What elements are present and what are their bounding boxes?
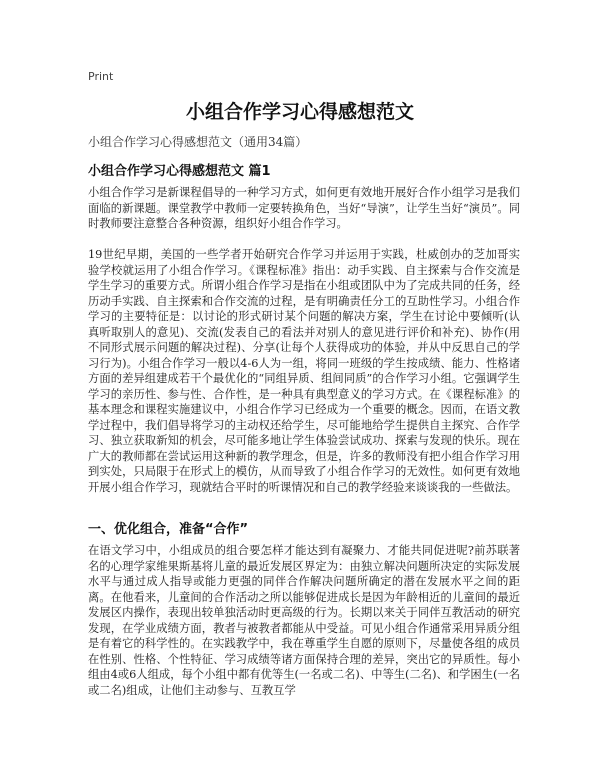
paragraph-section2: 在语文学习中，小组成员的组合要怎样才能达到有凝聚力、才能共同促进呢?前苏联著名的心理学家维果斯基将儿童的最近发展区界定为：由独立解决问题所决定的实际发展水平与通过成人指导或能力更强的同伴合作解决问题所确定的潜在发展水平之间的距离。在他看来，儿童间的合作活动之所以能够促进成长是因为年龄相近的儿童间的最近发展区内操作，表现出较单独活动时更高级的行为。长期以来关于同伴互教活动的研究发现，在学业成绩方面，教者与被教者都能从中受益。可见小组合作通常采用异质分组是有着它的科学性的。在实践教学中，我在尊重学生自愿的原则下，尽量使各组的成员在性别、性格、个性特征、学习成绩等诸方面保持合理的差异，突出它的异质性。每小组由4或6人组成，每个小组中都有优等生(一名或二名)、中等生(二名)、和学困生(一名或二名)组成，让他们主动参与、互教互学 [88,544,520,697]
page-title: 小组合作学习心得感想范文 [185,101,414,123]
paragraph-intro: 小组合作学习是新课程倡导的一种学习方式，如何更有效地开展好合作小组学习是我们面临的新课题。课堂教学中教师一定要转换角色，当好“导演”，让学生当好“演员”。同时教师要注意整合各种资源，组织好小组合作学习。 [88,186,520,230]
section-heading-2: 一、优化组合，准备“合作” [88,522,249,537]
paragraph-body: 19世纪早期，美国的一些学者开始研究合作学习并运用于实践，杜威创办的芝加哥实验学校就运用了小组合作学习。《课程标准》指出：动手实践、自主探索与合作交流是学生学习的重要方式。所谓小组合作学习是指在小组或团队中为了完成共同的任务，经历动手实践、自主探索和合作交流的过程，是有明确责任分工的互助性学习。小组合作学习的主要特征是：以讨论的形式研讨某个问题的解决方案，学生在讨论中要倾听(认真听取别人的意见)、交流(发表自己的看法并对别人的意见进行评价和补充)、协作(用不同形式展示问题的解决过程)、分享(让每个人获得成功的体验，并从中反思自己的学习行为)。小组合作学习一般以4-6人为一组，将同一班级的学生按成绩、能力、性格诸方面的差异组建成若干个最优化的“同组异质、组间同质”的合作学习小组。它强调学生学习的亲历性、参与性、合作性，是一种具有典型意义的学习方式。在《课程标准》的基本理念和课程实施建议中，小组合作学习已经成为一个重要的概念。因而，在语文教学过程中，我们倡导将学习的主动权还给学生，尽可能地给学生提供自主探究、合作学习、独立获取新知的机会，尽可能多地让学生体验尝试成功、探索与发现的快乐。现在广大的教师都在尝试运用这种新的教学理念，但是，许多的教师没有把小组合作学习用到实处，只局限于在形式上的模仿，从而导致了小组合作学习的无效性。如何更有效地开展小组合作学习，现就结合平时的听课情况和自己的教学经验来谈谈我的一些做法。 [88,248,520,494]
page-subtitle: 小组合作学习心得感想范文（通用34篇） [88,135,308,149]
print-label[interactable]: Print [88,70,114,83]
section-heading: 小组合作学习心得感想范文 篇1 [88,164,271,179]
